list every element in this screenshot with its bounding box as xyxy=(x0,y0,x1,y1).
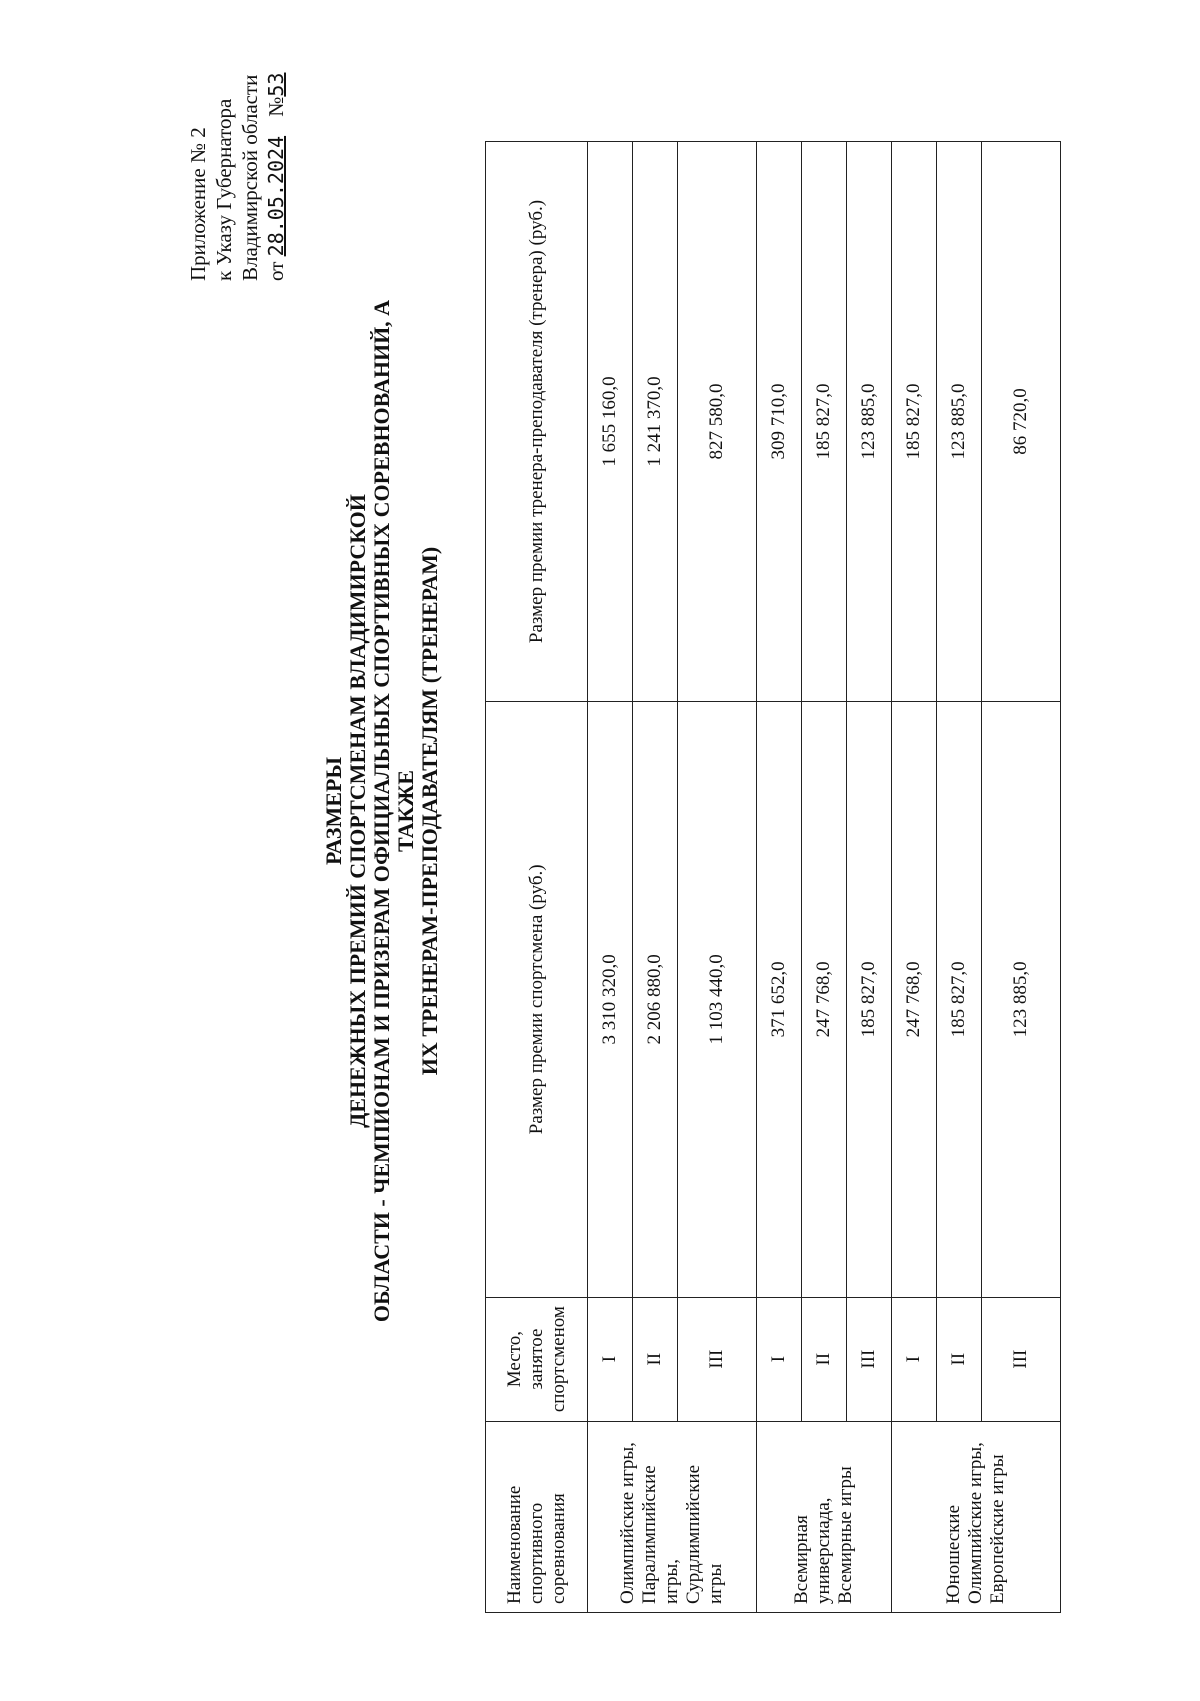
table-row xyxy=(588,142,633,1613)
coach-award-cell: 86 720,0 xyxy=(982,142,1061,702)
athlete-award-cell: 123 885,0 xyxy=(982,701,1061,1297)
place-cell: I xyxy=(892,1297,937,1421)
table-row xyxy=(892,142,937,1613)
award-table xyxy=(485,141,1061,1613)
annex-number-label: № xyxy=(264,96,288,117)
table-header-row xyxy=(486,142,588,1613)
athlete-award-cell: 1 103 440,0 xyxy=(678,701,757,1297)
table-row xyxy=(937,142,982,1613)
place-cell: I xyxy=(588,1297,633,1421)
table-row xyxy=(802,142,847,1613)
annex-date-line xyxy=(263,21,289,281)
coach-award-cell: 309 710,0 xyxy=(757,142,802,702)
annex-line-1: Приложение № 2 xyxy=(186,127,210,281)
place-cell: II xyxy=(633,1297,678,1421)
title-line-3: ОБЛАСТИ - ЧЕМПИОНАМ И ПРИЗЕРАМ ОФИЦИАЛЬНЫХ СПОРТИВНЫХ СОРЕВНОВАНИЙ, А ТАКЖЕ xyxy=(369,299,418,1323)
coach-award-cell: 123 885,0 xyxy=(937,142,982,702)
coach-award-cell: 123 885,0 xyxy=(847,142,892,702)
header-place: Место, занятое спортсменом xyxy=(486,1297,588,1421)
annex-from-label: от xyxy=(264,261,288,281)
place-cell: II xyxy=(802,1297,847,1421)
place-cell: III xyxy=(678,1297,757,1421)
athlete-award-cell: 247 768,0 xyxy=(892,701,937,1297)
annex-number: 53 xyxy=(264,72,288,97)
competition-name: Олимпийские игры, Паралимпийские игры, Сурдлимпийские игры xyxy=(588,1421,757,1612)
table-row xyxy=(633,142,678,1613)
coach-award-cell: 185 827,0 xyxy=(802,142,847,702)
athlete-award-cell: 2 206 880,0 xyxy=(633,701,678,1297)
coach-award-cell: 827 580,0 xyxy=(678,142,757,702)
title-line-2: ДЕНЕЖНЫХ ПРЕМИЙ СПОРТСМЕНАМ ВЛАДИМИРСКОЙ xyxy=(345,494,370,1128)
title-line-4: ИХ ТРЕНЕРАМ-ПРЕПОДАВАТЕЛЯМ (ТРЕНЕРАМ) xyxy=(417,546,442,1076)
coach-award-cell: 1 241 370,0 xyxy=(633,142,678,702)
header-coach-award: Размер премии тренера-преподавателя (тренера) (руб.) xyxy=(486,142,588,702)
title-line-1: РАЗМЕРЫ xyxy=(321,756,346,866)
athlete-award-cell: 247 768,0 xyxy=(802,701,847,1297)
place-cell: III xyxy=(982,1297,1061,1421)
annex-date: 28.05.2024 xyxy=(264,135,288,257)
competition-name: Юношеские Олимпийские игры, Европейские игры xyxy=(892,1421,1061,1612)
document-title xyxy=(322,281,442,1341)
table-row xyxy=(678,142,757,1613)
annex-line-2: к Указу Губернатора xyxy=(212,98,236,281)
header-competition: Наименование спортивного соревнования xyxy=(486,1421,588,1612)
header-athlete-award: Размер премии спортсмена (руб.) xyxy=(486,701,588,1297)
place-cell: III xyxy=(847,1297,892,1421)
annex-block xyxy=(185,21,289,281)
annex-line-3: Владимирской области xyxy=(238,74,262,281)
table-row xyxy=(982,142,1061,1613)
athlete-award-cell: 371 652,0 xyxy=(757,701,802,1297)
coach-award-cell: 1 655 160,0 xyxy=(588,142,633,702)
competition-name: Всемирная универсиада, Всемирные игры xyxy=(757,1421,892,1612)
athlete-award-cell: 185 827,0 xyxy=(937,701,982,1297)
place-cell: II xyxy=(937,1297,982,1421)
athlete-award-cell: 185 827,0 xyxy=(847,701,892,1297)
coach-award-cell: 185 827,0 xyxy=(892,142,937,702)
table-row xyxy=(757,142,802,1613)
athlete-award-cell: 3 310 320,0 xyxy=(588,701,633,1297)
table-row xyxy=(847,142,892,1613)
place-cell: I xyxy=(757,1297,802,1421)
